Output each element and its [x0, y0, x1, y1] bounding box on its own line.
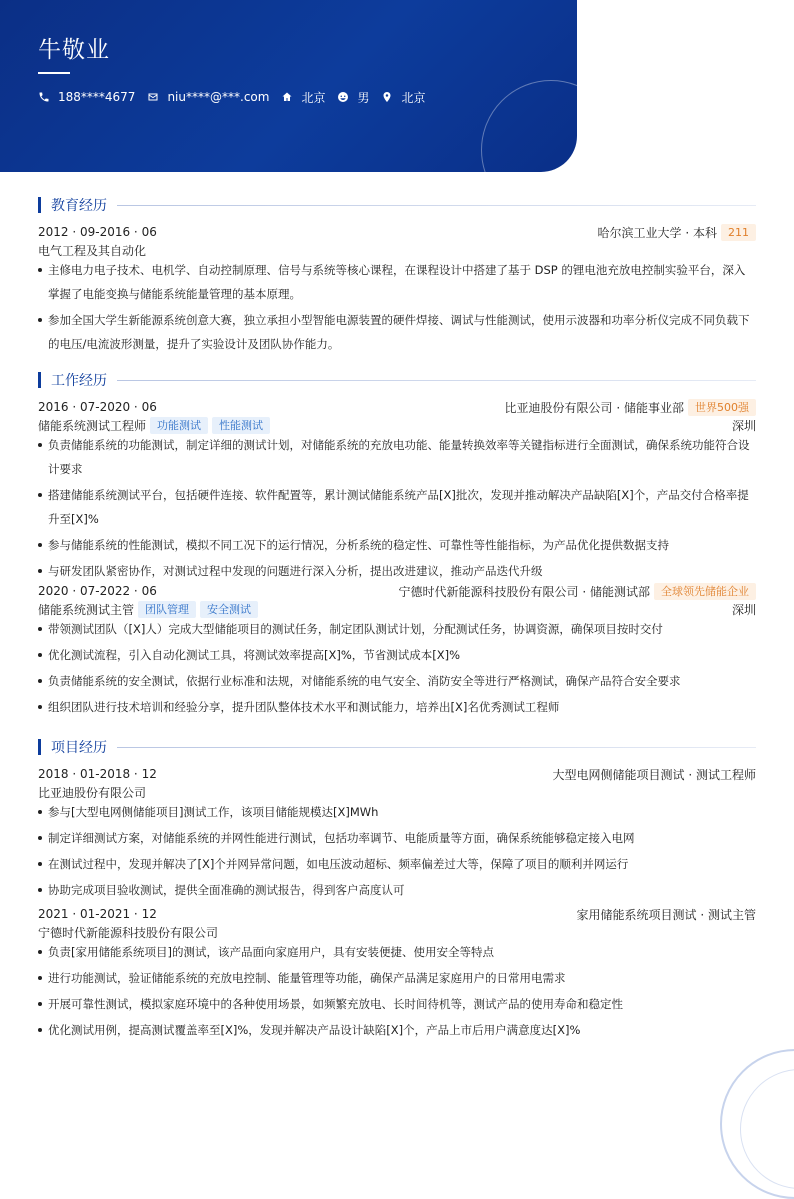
- work-period: 2016 · 07-2020 · 06: [38, 400, 157, 414]
- location-text: 北京: [401, 90, 426, 105]
- location-icon: [381, 91, 393, 103]
- contact-email: [147, 90, 269, 104]
- education-school: 哈尔滨工业大学 · 本科: [597, 225, 717, 240]
- list-item: 带领测试团队（[X]人）完成大型储能项目的测试任务，制定团队测试计划，分配测试任务，协调资源，确保项目按时交付: [38, 617, 754, 641]
- phone-text: 188****4677: [58, 90, 136, 104]
- resume-header: [0, 0, 577, 172]
- email-text: niu****@***.com: [167, 90, 270, 104]
- list-item: 制定详细测试方案，对储能系统的并网性能进行测试，包括功率调节、电能质量等方面，确保系统能够稳定接入电网: [38, 826, 754, 850]
- list-item: 参与[大型电网侧储能项目]测试工作，该项目储能规模达[X]MWh: [38, 800, 754, 824]
- list-item: 参加全国大学生新能源系统创意大赛，独立承担小型智能电源装置的硬件焊接、调试与性能测试，使用示波器和功率分析仪完成不同负载下的电压/电流波形测量，提升了实验设计及团队协作能力。: [38, 308, 754, 356]
- work-city: 深圳: [731, 602, 756, 617]
- gender-text: 男: [357, 90, 370, 105]
- mail-icon: [147, 91, 159, 103]
- contact-hometown: [281, 89, 325, 106]
- project-period: 2018 · 01-2018 · 12: [38, 767, 157, 781]
- list-item: 与研发团队紧密协作，对测试过程中发现的问题进行深入分析，提出改进建议，推动产品迭代升级: [38, 559, 754, 583]
- company-tag: 世界500强: [688, 399, 756, 416]
- work-role: 储能系统测试主管: [38, 602, 135, 617]
- work-bullets: [38, 433, 754, 585]
- contact-info: [38, 87, 438, 107]
- hometown-text: 北京: [301, 90, 326, 105]
- contact-gender: [337, 89, 369, 106]
- list-item: 参与储能系统的性能测试，模拟不同工况下的运行情况，分析系统的稳定性、可靠性等性能指标，为产品优化提供数据支持: [38, 533, 754, 557]
- skill-tag: 安全测试: [200, 601, 258, 618]
- work-company: 宁德时代新能源科技股份有限公司 · 储能测试部: [398, 584, 650, 599]
- project-period: 2021 · 01-2021 · 12: [38, 907, 157, 921]
- work-company: 比亚迪股份有限公司 · 储能事业部: [504, 400, 684, 415]
- project-name-role: 家用储能系统项目测试 · 测试主管: [576, 907, 756, 922]
- section-title-text: 项目经历: [51, 740, 107, 756]
- skill-tag: 功能测试: [150, 417, 208, 434]
- contact-location: [381, 89, 425, 106]
- education-period: 2012 · 09-2016 · 06: [38, 225, 157, 239]
- project-company: 比亚迪股份有限公司: [38, 785, 147, 800]
- work-role-row: [38, 416, 756, 434]
- education-entry-header: [38, 223, 756, 241]
- work-role-row: [38, 600, 756, 618]
- list-item: 搭建储能系统测试平台，包括硬件连接、软件配置等，累计测试储能系统产品[X]批次，发现并推动解决产品缺陷[X]个，产品交付合格率提升至[X]%: [38, 483, 754, 531]
- education-section-title: [38, 197, 756, 213]
- project-entry-header: [38, 905, 756, 923]
- phone-icon: [38, 91, 50, 103]
- candidate-name: 牛敬业: [38, 37, 110, 63]
- project-company-row: [38, 923, 756, 941]
- list-item: 进行功能测试，验证储能系统的充放电控制、能量管理等功能，确保产品满足家庭用户的日常用电需求: [38, 966, 754, 990]
- school-tag: 211: [721, 224, 756, 241]
- name-underline: [38, 72, 70, 74]
- company-tag: 全球领先储能企业: [654, 583, 756, 600]
- decorative-circle: [481, 80, 577, 172]
- list-item: 优化测试流程，引入自动化测试工具，将测试效率提高[X]%，节省测试成本[X]%: [38, 643, 754, 667]
- list-item: 负责储能系统的功能测试，制定详细的测试计划，对储能系统的充放电功能、能量转换效率等关键指标进行全面测试，确保系统功能符合设计要求: [38, 433, 754, 481]
- project-entry-header: [38, 765, 756, 783]
- projects-section-title: [38, 739, 756, 755]
- education-bullets: [38, 258, 754, 358]
- work-period: 2020 · 07-2022 · 06: [38, 584, 157, 598]
- list-item: 开展可靠性测试，模拟家庭环境中的各种使用场景，如频繁充放电、长时间待机等，测试产品的使用寿命和稳定性: [38, 992, 754, 1016]
- list-item: 优化测试用例，提高测试覆盖率至[X]%，发现并解决产品设计缺陷[X]个，产品上市后用户满意度达[X]%: [38, 1018, 754, 1042]
- home-icon: [281, 91, 293, 103]
- work-city: 深圳: [731, 418, 756, 433]
- work-section-title: [38, 372, 756, 388]
- work-entry-header: [38, 582, 756, 600]
- gender-icon: [337, 91, 349, 103]
- skill-tag: 性能测试: [212, 417, 270, 434]
- list-item: 负责[家用储能系统项目]的测试，该产品面向家庭用户，具有安装便捷、使用安全等特点: [38, 940, 754, 964]
- section-title-text: 工作经历: [51, 373, 107, 389]
- contact-phone: [38, 90, 135, 104]
- project-bullets: [38, 940, 754, 1044]
- skill-tag: 团队管理: [138, 601, 196, 618]
- list-item: 主修电力电子技术、电机学、自动控制原理、信号与系统等核心课程，在课程设计中搭建了基于 DSP 的锂电池充放电控制实验平台，深入掌握了电能变换与储能系统能量管理的基本原理。: [38, 258, 754, 306]
- list-item: 协助完成项目验收测试，提供全面准确的测试报告，得到客户高度认可: [38, 878, 754, 902]
- project-name-role: 大型电网侧储能项目测试 · 测试工程师: [552, 767, 756, 782]
- project-company: 宁德时代新能源科技股份有限公司: [38, 925, 219, 940]
- education-major: 电气工程及其自动化: [38, 243, 147, 258]
- list-item: 组织团队进行技术培训和经验分享，提升团队整体技术水平和测试能力，培养出[X]名优秀测试工程师: [38, 695, 754, 719]
- list-item: 在测试过程中，发现并解决了[X]个并网异常问题，如电压波动超标、频率偏差过大等，保障了项目的顺利并网运行: [38, 852, 754, 876]
- work-role: 储能系统测试工程师: [38, 418, 147, 433]
- section-title-text: 教育经历: [51, 198, 107, 214]
- list-item: 负责储能系统的安全测试，依据行业标准和法规，对储能系统的电气安全、消防安全等进行严格测试，确保产品符合安全要求: [38, 669, 754, 693]
- project-bullets: [38, 800, 754, 904]
- education-major-row: [38, 241, 756, 259]
- work-entry-header: [38, 398, 756, 416]
- work-bullets: [38, 617, 754, 721]
- project-company-row: [38, 783, 756, 801]
